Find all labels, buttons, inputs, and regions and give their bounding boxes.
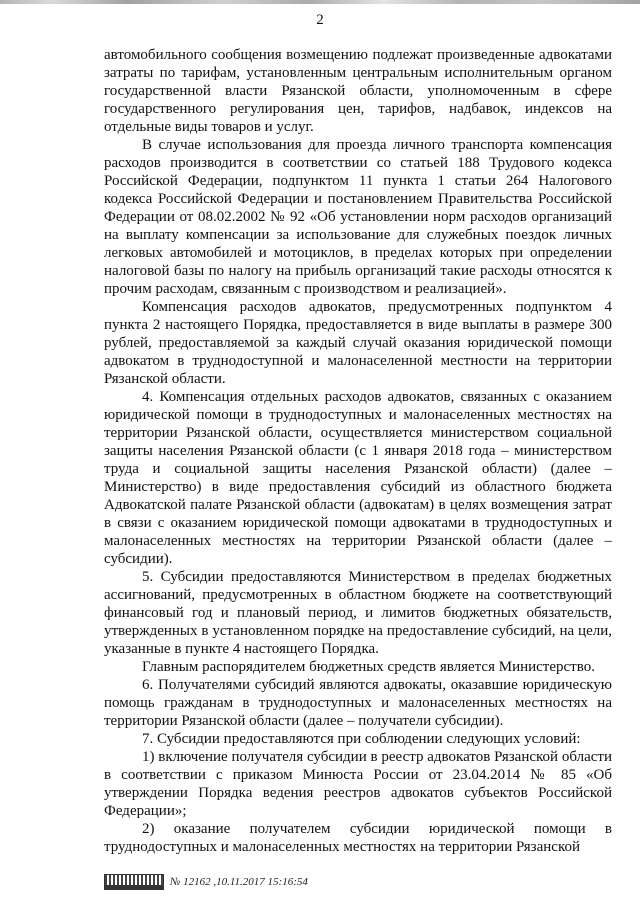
paragraph: 1) включение получателя субсидии в реестр адвокатов Рязанской области в соответствии с приказом Минюста России от 23.04.2014 № 85 «Об утверждении Порядка ведения реестров адвокатов субъектов Российской Федерации»;: [104, 749, 612, 819]
document-body: [104, 46, 612, 856]
document-footer: [104, 873, 308, 891]
paragraph: 5. Субсидии предоставляются Министерством в пределах бюджетных ассигнований, предусмотренных в областном бюджете на соответствующий финансовый год и плановый период, и лимитов бюджетных обязательств, утвержденных в установленном порядке на предоставление субсидий, на цели, указанные в пункте 4 настоящего Порядка.: [104, 569, 612, 657]
paragraph: 4. Компенсация отдельных расходов адвокатов, связанных с оказанием юридической помощи в труднодоступных и малонаселенных местностях на территории Рязанской области, осуществляется министерством социальной защиты населения Рязанской области (с 1 января 2018 года – министерством труда и социальной защиты населения Рязанской области) (далее – Министерство) в виде предоставления субсидий из областного бюджета Адвокатской палате Рязанской области (адвокатам) в целях возмещения затрат в связи с оказанием юридической помощи адвокатами в труднодоступных и малонаселенных местностях на территории Рязанской области (далее – субсидии).: [104, 389, 612, 567]
page-number: 2: [316, 12, 324, 28]
paragraph: автомобильного сообщения возмещению подлежат произведенные адвокатами затраты по тарифам, установленным центральным исполнительным органом государственной власти Рязанской области, уполномоченным в сфере государственного регулирования цен, тарифов, надбавок, индексов на отдельные виды товаров и услуг.: [104, 47, 612, 135]
paragraph: Компенсация расходов адвокатов, предусмотренных подпунктом 4 пункта 2 настоящего Порядка, предоставляется в виде выплаты в размере 300 рублей, предоставляемой за каждый случай оказания юридической помощи адвокатом в труднодоступной и малонаселенной местности на территории Рязанской области.: [104, 299, 612, 387]
paragraph: 7. Субсидии предоставляются при соблюдении следующих условий:: [142, 731, 581, 747]
government-stamp-icon: [104, 874, 164, 890]
scan-edge: [0, 0, 640, 4]
paragraph: 2) оказание получателем субсидии юридической помощи в труднодоступных и малонаселенных местностях на территории Рязанской: [104, 821, 612, 855]
paragraph: В случае использования для проезда личного транспорта компенсация расходов производится в соответствии со статьей 188 Трудового кодекса Российской Федерации, подпунктом 11 пункта 1 статьи 264 Налогового кодекса Российской Федерации и постановлением Правительства Российской Федерации от 08.02.2002 № 92 «Об установлении норм расходов организаций на выплату компенсации за использование для служебных поездок личных легковых автомобилей и мотоциклов, в пределах которых при определении налоговой базы по налогу на прибыль организаций такие расходы относятся к прочим расходам, связанным с производством и реализацией».: [104, 137, 612, 297]
paragraph: Главным распорядителем бюджетных средств является Министерство.: [142, 659, 595, 675]
document-registration-mark: № 12162 ,10.11.2017 15:16:54: [170, 876, 308, 888]
paragraph: 6. Получателями субсидий являются адвокаты, оказавшие юридическую помощь гражданам в труднодоступных и малонаселенных местностях на территории Рязанской области (далее – получатели субсидии).: [104, 677, 612, 729]
